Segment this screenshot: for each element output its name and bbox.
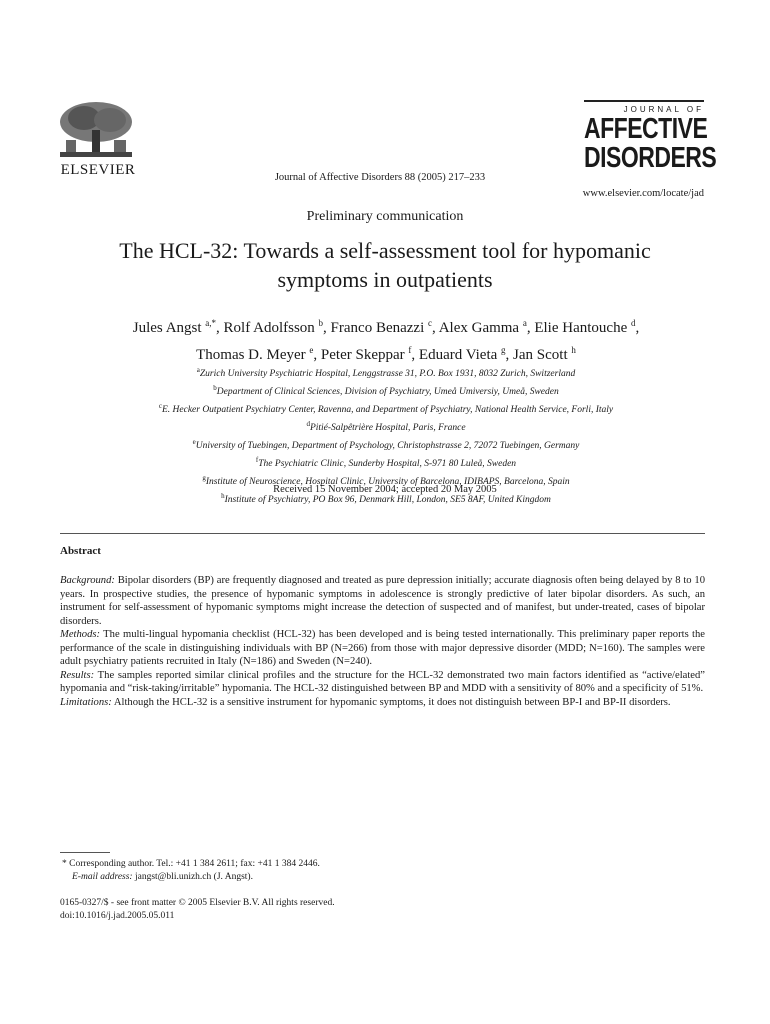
- author-name: Alex Gamma: [438, 320, 520, 336]
- abstract-methods: [60, 628, 705, 669]
- journal-logo-line1: JOURNAL OF: [623, 105, 704, 114]
- abstract-background: [60, 574, 705, 628]
- author-separator: ,: [411, 347, 419, 363]
- author-name: Jules Angst: [132, 320, 202, 336]
- affiliation-text: Institute of Neuroscience, Hospital Clinic, University of Barcelona, IDIBAPS, Barcelona, Spain: [205, 476, 570, 487]
- affiliation: [56, 454, 716, 472]
- author-affiliation-mark: e: [309, 345, 314, 355]
- journal-logo-line3: DISORDERS: [584, 140, 717, 173]
- author-affiliation-mark: c: [428, 318, 433, 328]
- affiliation-text: Pitié-Salpêtrière Hospital, Paris, France: [309, 423, 466, 434]
- author: [321, 347, 419, 363]
- affiliation-mark: g: [202, 473, 206, 482]
- affiliation-mark: a: [196, 366, 200, 374]
- elsevier-tree-logo: [56, 100, 136, 160]
- author: [331, 320, 439, 336]
- email-text[interactable]: jangst@bli.unizh.ch (J. Angst).: [132, 872, 253, 882]
- footnote: [62, 858, 320, 884]
- author-line-1: [56, 312, 716, 339]
- limitations-label: Limitations:: [60, 696, 112, 708]
- received-dates: Received 15 November 2004; accepted 20 May 2005: [273, 484, 497, 495]
- doi-line[interactable]: doi:10.1016/j.jad.2005.05.011: [60, 911, 175, 921]
- author: [439, 320, 535, 336]
- author: [133, 320, 224, 336]
- author-name: Jan Scott: [513, 347, 568, 363]
- publisher-name: ELSEVIER: [60, 162, 136, 178]
- affiliation: [56, 382, 716, 400]
- affiliation-text: E. Hecker Outpatient Psychiatry Center, Ravenna, and Department of Psychiatry, National Health Service, Forli, Italy: [161, 405, 614, 416]
- results-label: Results:: [60, 669, 95, 681]
- journal-logo-line2: AFFECTIVE: [584, 111, 708, 144]
- author: [224, 320, 331, 336]
- abstract-heading: Abstract: [60, 545, 101, 557]
- journal-logo: [584, 100, 717, 173]
- affiliation-mark: b: [213, 383, 217, 392]
- author-name: Rolf Adolfsson: [223, 320, 315, 336]
- author-separator: ,: [216, 320, 224, 336]
- title-line-1: The HCL-32: Towards a self-assessment tool for hypomanic: [119, 238, 651, 263]
- author-affiliation-mark: a: [522, 318, 527, 328]
- abstract-results: [60, 669, 705, 696]
- author-name: Peter Skeppar: [320, 347, 405, 363]
- abstract-body: [60, 574, 705, 709]
- author-affiliation-mark: b: [318, 318, 324, 328]
- title-line-2: symptoms in outpatients: [277, 267, 493, 292]
- abstract-limitations: [60, 696, 705, 710]
- affiliation-text: University of Tuebingen, Department of Psychology, Christophstrasse 2, 72072 Tuebingen, Germany: [195, 440, 580, 451]
- author: [419, 347, 513, 363]
- corresponding-author: * Corresponding author. Tel.: +41 1 384 2611; fax: +41 1 384 2446.: [62, 859, 320, 869]
- author-separator: ,: [526, 320, 535, 336]
- affiliation-text: Zurich University Psychiatric Hospital, Lenggstrasse 31, P.O. Box 1931, 8032 Zurich, Switzerland: [199, 369, 576, 380]
- section-label: Preliminary communication: [306, 209, 464, 224]
- author-separator: ,: [635, 320, 640, 336]
- author-affiliation-mark: h: [571, 345, 576, 355]
- affiliation: [56, 436, 716, 454]
- author-name: Franco Benazzi: [330, 320, 425, 336]
- copyright-block: [60, 897, 335, 923]
- affiliation: [56, 400, 716, 418]
- author-affiliation-mark: g: [501, 345, 506, 355]
- copyright-line: 0165-0327/$ - see front matter © 2005 Elsevier B.V. All rights reserved.: [60, 898, 335, 908]
- affiliation-text: The Psychiatric Clinic, Sunderby Hospital, S-971 80 Luleå, Sweden: [258, 458, 517, 469]
- background-label: Background:: [60, 575, 115, 586]
- author-separator: ,: [313, 347, 321, 363]
- affiliation-mark: h: [221, 491, 225, 500]
- author: [196, 347, 321, 363]
- affiliation-mark: d: [306, 419, 310, 428]
- author-name: Eduard Vieta: [418, 347, 498, 363]
- email-label: E-mail address:: [72, 872, 133, 882]
- limitations-text: Although the HCL-32 is a sensitive instrument for hypomanic symptoms, it does not distinguish between BP-I and BP-II disorders.: [111, 696, 671, 708]
- author-affiliation-mark: f: [408, 345, 412, 355]
- footnote-divider: [60, 852, 110, 853]
- affiliation-text: Department of Clinical Sciences, Division of Psychiatry, Umeå Umiversiy, Umeå, Sweden: [216, 387, 559, 398]
- affiliation-mark: e: [192, 437, 196, 446]
- journal-reference: Journal of Affective Disorders 88 (2005) 217–233: [274, 172, 486, 183]
- results-text: The samples reported similar clinical profiles and the structure for the HCL-32 demonstrated two main factors identified as “active/elated” hypomania and “risk-taking/irritable” hypomania. The HCL-32 distinguished between BP and MDD with a sensitivity of 80% and a specificity of 51%.: [60, 669, 705, 694]
- affiliation-text: Institute of Psychiatry, PO Box 96, Denmark Hill, London, SE5 8AF, United Kingdom: [224, 494, 551, 505]
- affiliation: [56, 364, 716, 382]
- author-separator: ,: [432, 320, 439, 336]
- author-name: Thomas D. Meyer: [196, 347, 306, 363]
- affiliation-mark: f: [255, 455, 259, 464]
- author: [534, 320, 639, 336]
- divider: [60, 533, 705, 534]
- affiliation-mark: c: [158, 401, 162, 410]
- background-text: Bipolar disorders (BP) are frequently diagnosed and treated as pure depression initially; accurate diagnosis often being delayed by 8 to 10 years. In prospective studies, the presence of hypomanic symptoms in adolescence is strongly predictive of later bipolar disorders. As such, an instrument for self-assessment of hypomanic symptoms might increase the detection of suspected and of manifest, but under-treated, cases of bipolar disorders.: [60, 575, 705, 627]
- author: [513, 347, 576, 363]
- author-name: Elie Hantouche: [534, 320, 628, 336]
- author-separator: ,: [323, 320, 331, 336]
- author-affiliation-mark: a,*: [205, 318, 217, 328]
- methods-label: Methods:: [60, 629, 101, 640]
- author-list: [56, 312, 716, 366]
- author-line-2: [56, 339, 716, 366]
- article-title: [60, 236, 710, 294]
- author-affiliation-mark: d: [630, 318, 636, 328]
- methods-text: The multi-lingual hypomania checklist (HCL-32) has been developed and is being tested internationally. This preliminary paper reports the performance of the scale in distinguishing individuals with BP (N=266) from those with major depressive disorder (MDD; N=160). The samples were adult psychiatry patients recruited in Italy (N=186) and Sweden (N=240).: [60, 629, 705, 667]
- affiliation: [56, 418, 716, 436]
- journal-url[interactable]: www.elsevier.com/locate/jad: [582, 188, 704, 199]
- author-separator: ,: [505, 347, 514, 363]
